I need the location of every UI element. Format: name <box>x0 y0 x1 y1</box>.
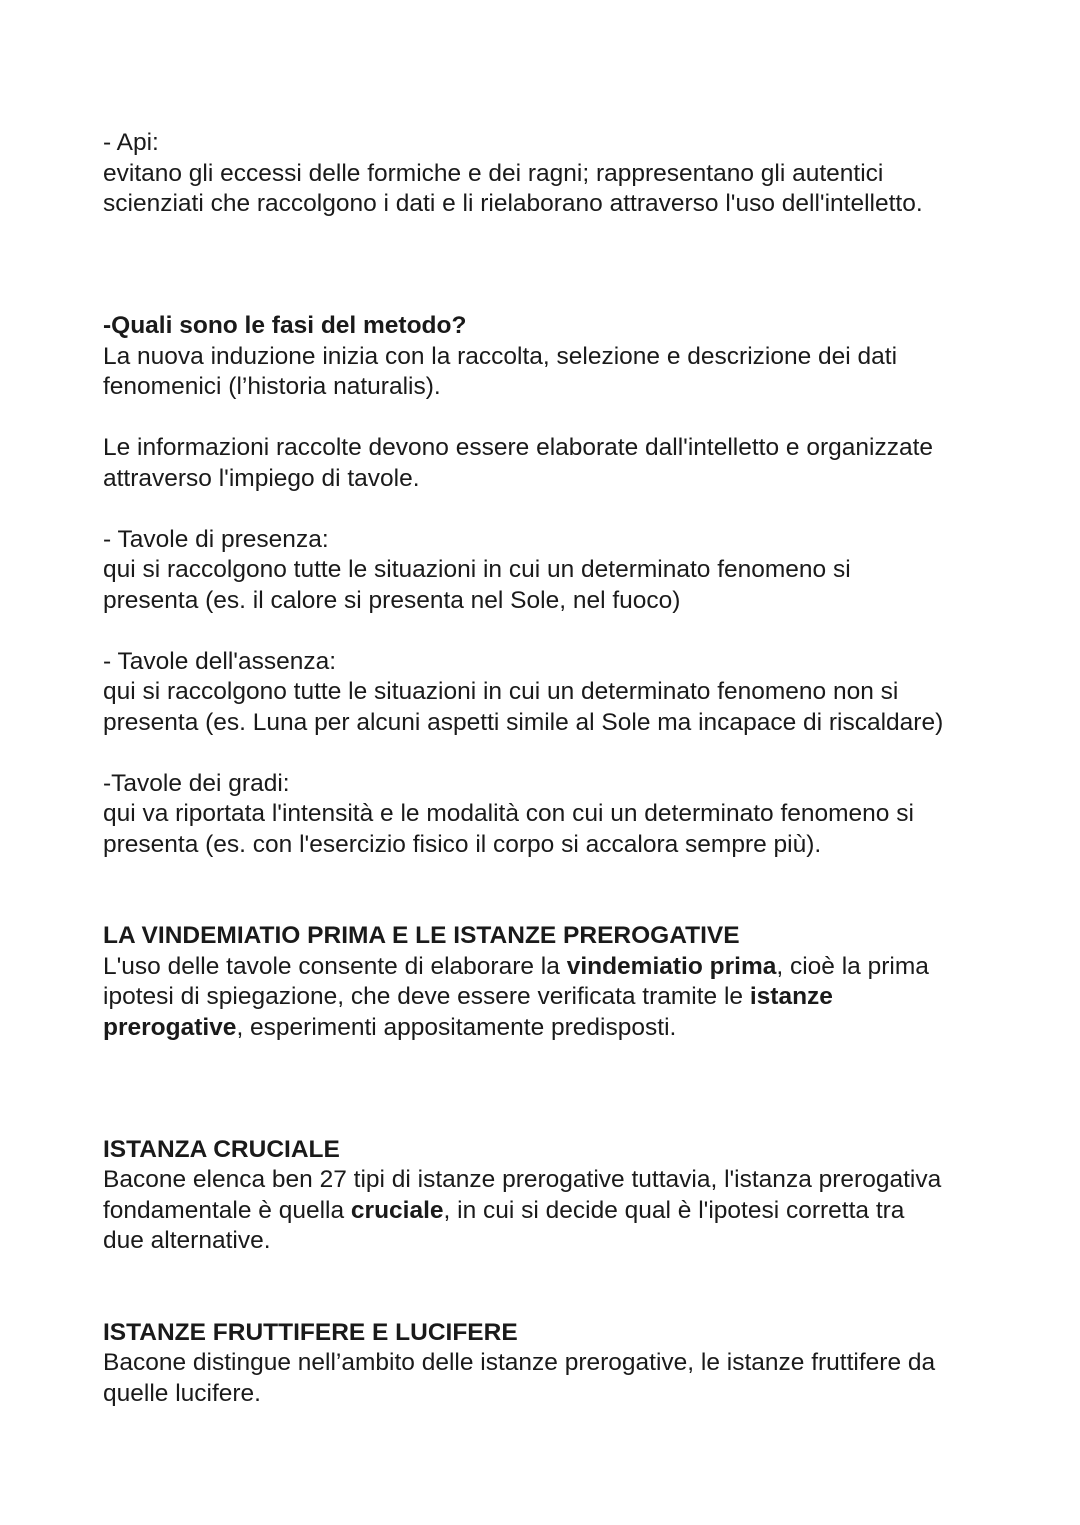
text-run: , cioè la prima <box>776 952 929 980</box>
term-vindemiatio-prima: vindemiatio prima <box>566 952 777 980</box>
presenza-line-2: presenta (es. il calore si presenta nel Sole, nel fuoco) <box>103 586 681 614</box>
cruciale-line-1: Bacone elenca ben 27 tipi di istanze prerogative tuttavia, l'istanza prerogativa <box>103 1166 942 1193</box>
assenza-line-1: qui si raccolgono tutte le situazioni in cui un determinato fenomeno non si <box>103 678 899 705</box>
gradi-heading: -Tavole dei gradi: <box>103 769 290 797</box>
presenza-heading: - Tavole di presenza: <box>103 525 329 553</box>
api-line-2: scienziati che raccolgono i dati e li rielaborano attraverso l'uso dell'intelletto. <box>103 190 923 217</box>
api-heading: - Api: <box>103 129 159 156</box>
fasi-p2-line-1: Le informazioni raccolte devono essere elaborate dall'intelletto e organizzate <box>103 434 934 461</box>
vindemiatio-line-3 <box>103 1013 1003 1044</box>
vindemiatio-line-2 <box>103 982 1003 1013</box>
term-prerogative: prerogative <box>103 1013 237 1041</box>
fasi-p1-line-2: fenomenici (l’historia naturalis). <box>103 373 441 400</box>
api-line-1: evitano gli eccessi delle formiche e dei ragni; rappresentano gli autentici <box>103 159 884 187</box>
section-tavole-presenza <box>103 525 1003 617</box>
vindemiatio-heading: LA VINDEMIATIO PRIMA E LE ISTANZE PREROGATIVE <box>103 922 740 949</box>
assenza-line-2: presenta (es. Luna per alcuni aspetti simile al Sole ma incapace di riscaldare) <box>103 708 944 736</box>
fasi-heading: -Quali sono le fasi del metodo? <box>103 312 467 339</box>
assenza-heading: - Tavole dell'assenza: <box>103 647 337 675</box>
cruciale-line-3: due alternative. <box>103 1227 271 1254</box>
vindemiatio-line-1 <box>103 952 1003 983</box>
fruttifere-line-1: Bacone distingue nell’ambito delle istanze prerogative, le istanze fruttifere da <box>103 1349 936 1376</box>
text-run: L'uso delle tavole consente di elaborare la <box>103 952 567 980</box>
section-istanza-cruciale <box>103 1135 1003 1257</box>
document-page <box>103 128 1003 1409</box>
gradi-line-1: qui va riportata l'intensità e le modalità con cui un determinato fenomeno si <box>103 800 914 827</box>
text-run: fondamentale è quella <box>103 1196 351 1224</box>
fasi-p2-line-2: attraverso l'impiego di tavole. <box>103 464 420 492</box>
fasi-p1-line-1: La nuova induzione inizia con la raccolta, selezione e descrizione dei dati <box>103 342 898 370</box>
term-cruciale: cruciale <box>350 1196 444 1224</box>
section-tavole-assenza <box>103 647 1003 739</box>
text-run: , in cui si decide qual è l'ipotesi corretta tra <box>443 1196 905 1224</box>
fruttifere-heading: ISTANZE FRUTTIFERE E LUCIFERE <box>103 1318 518 1346</box>
section-api <box>103 128 1003 220</box>
term-istanze: istanze <box>749 983 833 1010</box>
cruciale-line-2 <box>103 1196 1003 1227</box>
text-run: , esperimenti appositamente predisposti. <box>236 1013 677 1041</box>
cruciale-heading: ISTANZA CRUCIALE <box>103 1135 340 1163</box>
text-run: ipotesi di spiegazione, che deve essere verificata tramite le <box>103 983 750 1010</box>
section-vindemiatio <box>103 921 1003 1043</box>
fruttifere-line-2: quelle lucifere. <box>103 1379 261 1407</box>
gradi-line-2: presenta (es. con l'esercizio fisico il corpo si accalora sempre più). <box>103 830 822 858</box>
section-fasi <box>103 311 1003 494</box>
section-istanze-fruttifere <box>103 1318 1003 1410</box>
presenza-line-1: qui si raccolgono tutte le situazioni in cui un determinato fenomeno si <box>103 556 851 583</box>
section-tavole-gradi <box>103 769 1003 861</box>
